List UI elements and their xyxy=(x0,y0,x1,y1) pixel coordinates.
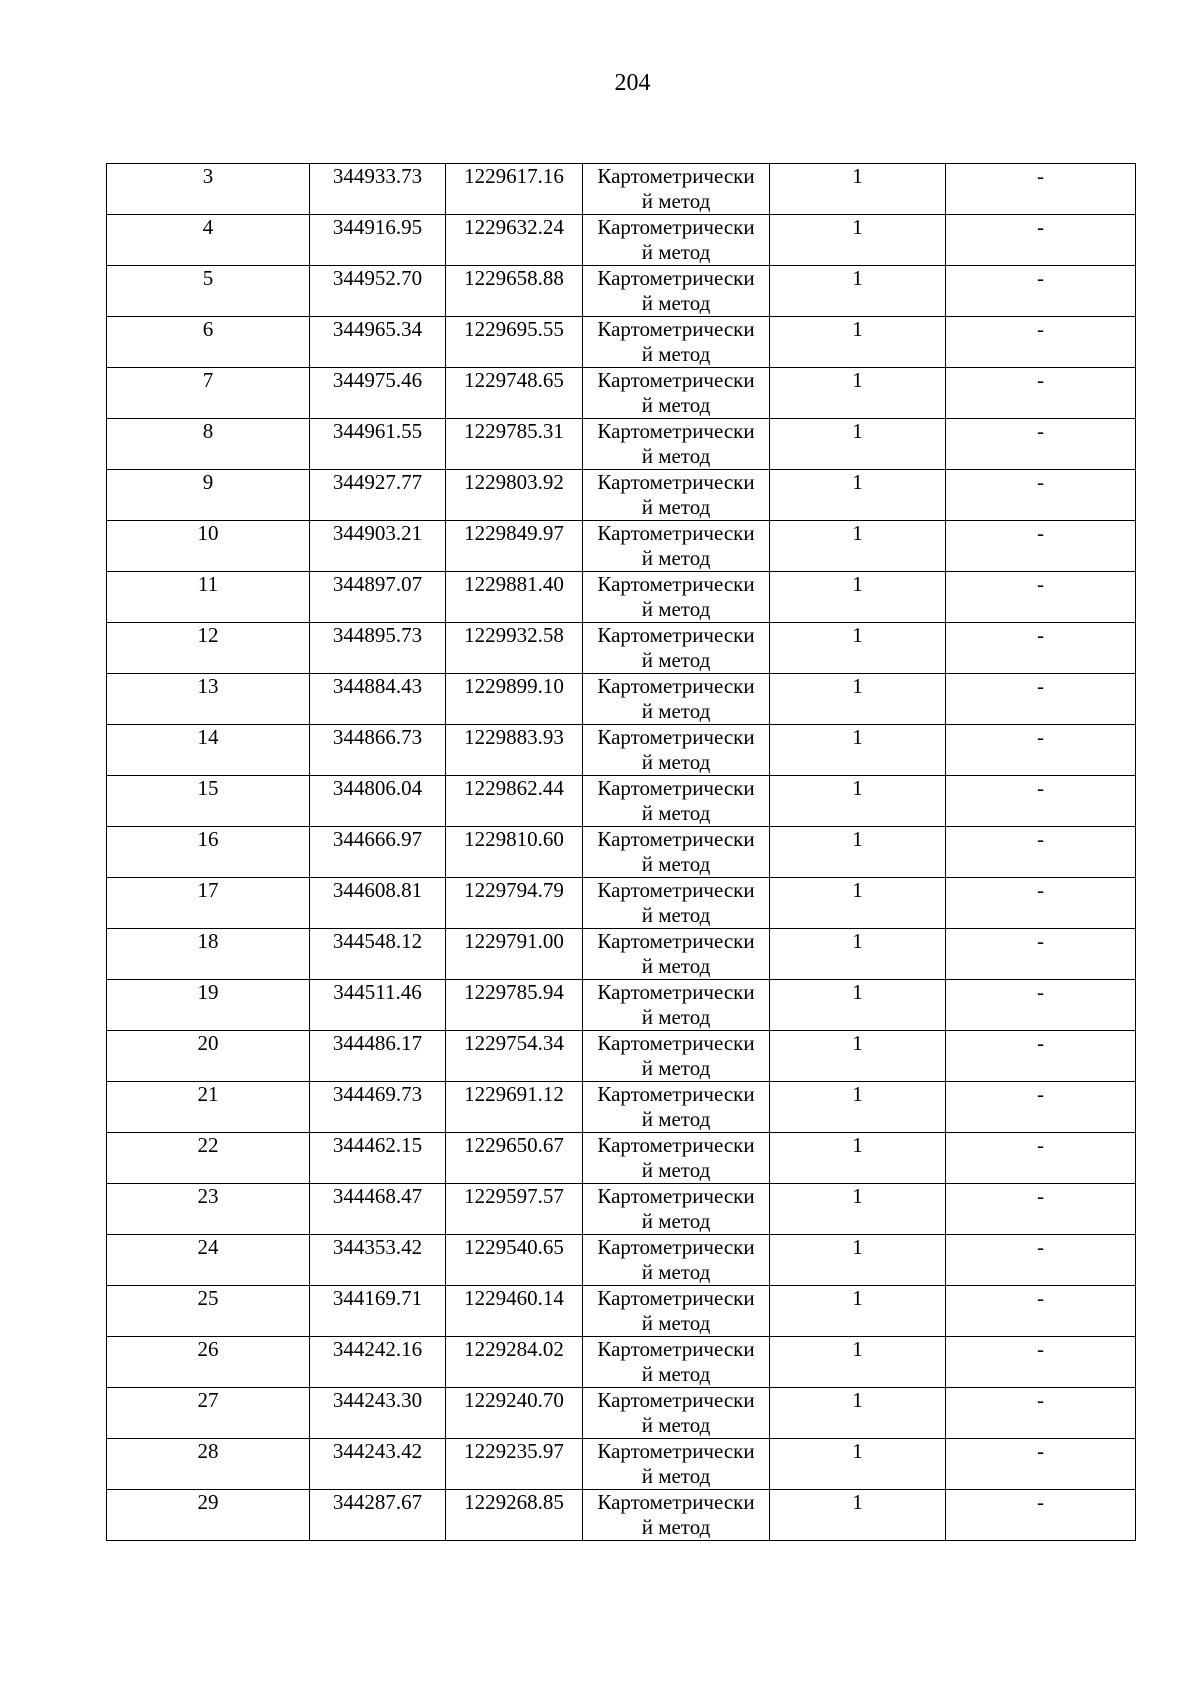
accuracy-cell: 1 xyxy=(770,623,946,674)
table-row xyxy=(107,674,1136,725)
x-coordinate-cell: 344933.73 xyxy=(310,164,446,215)
point-number-cell: 16 xyxy=(107,827,310,878)
point-number-cell: 28 xyxy=(107,1439,310,1490)
method-line-1: Картометрически xyxy=(597,1184,755,1208)
method-line-1: Картометрически xyxy=(597,1235,755,1259)
method-line-1: Картометрически xyxy=(597,419,755,443)
table-row xyxy=(107,1133,1136,1184)
note-cell: - xyxy=(946,1031,1136,1082)
x-coordinate-cell: 344242.16 xyxy=(310,1337,446,1388)
point-number-cell: 3 xyxy=(107,164,310,215)
point-number-cell: 5 xyxy=(107,266,310,317)
note-cell: - xyxy=(946,266,1136,317)
method-line-2: й метод xyxy=(641,1158,711,1182)
method-cell xyxy=(583,368,770,419)
x-coordinate-cell: 344666.97 xyxy=(310,827,446,878)
y-coordinate-cell: 1229849.97 xyxy=(446,521,583,572)
method-cell xyxy=(583,980,770,1031)
point-number-cell: 23 xyxy=(107,1184,310,1235)
point-number-cell: 24 xyxy=(107,1235,310,1286)
method-line-1: Картометрически xyxy=(597,1490,755,1514)
table-row xyxy=(107,470,1136,521)
accuracy-cell: 1 xyxy=(770,419,946,470)
note-cell: - xyxy=(946,1439,1136,1490)
method-line-2: й метод xyxy=(641,1515,711,1539)
y-coordinate-cell: 1229899.10 xyxy=(446,674,583,725)
point-number-cell: 6 xyxy=(107,317,310,368)
point-number-cell: 22 xyxy=(107,1133,310,1184)
point-number-cell: 4 xyxy=(107,215,310,266)
table-row xyxy=(107,1337,1136,1388)
method-cell xyxy=(583,1133,770,1184)
x-coordinate-cell: 344243.30 xyxy=(310,1388,446,1439)
x-coordinate-cell: 344927.77 xyxy=(310,470,446,521)
accuracy-cell: 1 xyxy=(770,1286,946,1337)
accuracy-cell: 1 xyxy=(770,1439,946,1490)
accuracy-cell: 1 xyxy=(770,725,946,776)
table-row xyxy=(107,1184,1136,1235)
accuracy-cell: 1 xyxy=(770,266,946,317)
note-cell: - xyxy=(946,776,1136,827)
x-coordinate-cell: 344462.15 xyxy=(310,1133,446,1184)
x-coordinate-cell: 344469.73 xyxy=(310,1082,446,1133)
method-line-2: й метод xyxy=(641,1464,711,1488)
method-line-1: Картометрически xyxy=(597,266,755,290)
x-coordinate-cell: 344511.46 xyxy=(310,980,446,1031)
method-line-1: Картометрически xyxy=(597,1286,755,1310)
point-number-cell: 19 xyxy=(107,980,310,1031)
point-number-cell: 26 xyxy=(107,1337,310,1388)
point-number-cell: 14 xyxy=(107,725,310,776)
table-row xyxy=(107,572,1136,623)
y-coordinate-cell: 1229650.67 xyxy=(446,1133,583,1184)
accuracy-cell: 1 xyxy=(770,470,946,521)
accuracy-cell: 1 xyxy=(770,878,946,929)
method-line-2: й метод xyxy=(641,240,711,264)
method-line-2: й метод xyxy=(641,1311,711,1335)
method-cell xyxy=(583,572,770,623)
y-coordinate-cell: 1229785.31 xyxy=(446,419,583,470)
method-line-1: Картометрически xyxy=(597,827,755,851)
y-coordinate-cell: 1229540.65 xyxy=(446,1235,583,1286)
note-cell: - xyxy=(946,878,1136,929)
y-coordinate-cell: 1229284.02 xyxy=(446,1337,583,1388)
x-coordinate-cell: 344468.47 xyxy=(310,1184,446,1235)
method-cell xyxy=(583,1082,770,1133)
table-row xyxy=(107,725,1136,776)
accuracy-cell: 1 xyxy=(770,776,946,827)
method-cell xyxy=(583,470,770,521)
method-cell xyxy=(583,623,770,674)
method-line-2: й метод xyxy=(641,393,711,417)
method-line-1: Картометрически xyxy=(597,572,755,596)
accuracy-cell: 1 xyxy=(770,1031,946,1082)
accuracy-cell: 1 xyxy=(770,980,946,1031)
method-cell xyxy=(583,521,770,572)
method-cell xyxy=(583,419,770,470)
y-coordinate-cell: 1229810.60 xyxy=(446,827,583,878)
note-cell: - xyxy=(946,1082,1136,1133)
method-line-2: й метод xyxy=(641,648,711,672)
x-coordinate-cell: 344903.21 xyxy=(310,521,446,572)
table-row xyxy=(107,1031,1136,1082)
method-line-1: Картометрически xyxy=(597,878,755,902)
point-number-cell: 15 xyxy=(107,776,310,827)
method-line-2: й метод xyxy=(641,597,711,621)
table-row xyxy=(107,878,1136,929)
method-cell xyxy=(583,674,770,725)
table-row xyxy=(107,368,1136,419)
note-cell: - xyxy=(946,368,1136,419)
y-coordinate-cell: 1229785.94 xyxy=(446,980,583,1031)
table-row xyxy=(107,1286,1136,1337)
method-cell xyxy=(583,878,770,929)
page-number: 204 xyxy=(614,70,651,96)
method-line-2: й метод xyxy=(641,444,711,468)
y-coordinate-cell: 1229695.55 xyxy=(446,317,583,368)
point-number-cell: 27 xyxy=(107,1388,310,1439)
table-row xyxy=(107,164,1136,215)
y-coordinate-cell: 1229235.97 xyxy=(446,1439,583,1490)
point-number-cell: 13 xyxy=(107,674,310,725)
method-cell xyxy=(583,1235,770,1286)
table-row xyxy=(107,1490,1136,1541)
method-cell xyxy=(583,1184,770,1235)
method-line-1: Картометрически xyxy=(597,1337,755,1361)
method-line-1: Картометрически xyxy=(597,368,755,392)
note-cell: - xyxy=(946,572,1136,623)
method-line-1: Картометрически xyxy=(597,929,755,953)
method-line-1: Картометрически xyxy=(597,725,755,749)
table-row xyxy=(107,929,1136,980)
table-row xyxy=(107,266,1136,317)
method-line-2: й метод xyxy=(641,189,711,213)
method-line-2: й метод xyxy=(641,852,711,876)
note-cell: - xyxy=(946,1184,1136,1235)
y-coordinate-cell: 1229803.92 xyxy=(446,470,583,521)
method-line-1: Картометрически xyxy=(597,1388,755,1412)
x-coordinate-cell: 344916.95 xyxy=(310,215,446,266)
note-cell: - xyxy=(946,521,1136,572)
y-coordinate-cell: 1229748.65 xyxy=(446,368,583,419)
y-coordinate-cell: 1229881.40 xyxy=(446,572,583,623)
accuracy-cell: 1 xyxy=(770,164,946,215)
method-line-2: й метод xyxy=(641,1209,711,1233)
method-line-1: Картометрически xyxy=(597,1082,755,1106)
table-row xyxy=(107,1235,1136,1286)
method-cell xyxy=(583,1388,770,1439)
x-coordinate-cell: 344353.42 xyxy=(310,1235,446,1286)
y-coordinate-cell: 1229632.24 xyxy=(446,215,583,266)
x-coordinate-cell: 344287.67 xyxy=(310,1490,446,1541)
method-line-2: й метод xyxy=(641,1005,711,1029)
point-number-cell: 9 xyxy=(107,470,310,521)
accuracy-cell: 1 xyxy=(770,1490,946,1541)
method-line-2: й метод xyxy=(641,1107,711,1131)
coordinates-table-body xyxy=(107,164,1136,1541)
method-cell xyxy=(583,1337,770,1388)
method-cell xyxy=(583,317,770,368)
method-line-1: Картометрически xyxy=(597,470,755,494)
note-cell: - xyxy=(946,725,1136,776)
x-coordinate-cell: 344243.42 xyxy=(310,1439,446,1490)
point-number-cell: 17 xyxy=(107,878,310,929)
note-cell: - xyxy=(946,1286,1136,1337)
table-row xyxy=(107,623,1136,674)
x-coordinate-cell: 344884.43 xyxy=(310,674,446,725)
accuracy-cell: 1 xyxy=(770,1082,946,1133)
note-cell: - xyxy=(946,419,1136,470)
y-coordinate-cell: 1229754.34 xyxy=(446,1031,583,1082)
method-cell xyxy=(583,929,770,980)
table-row xyxy=(107,1439,1136,1490)
y-coordinate-cell: 1229883.93 xyxy=(446,725,583,776)
method-line-2: й метод xyxy=(641,291,711,315)
note-cell: - xyxy=(946,1235,1136,1286)
table-row xyxy=(107,776,1136,827)
method-cell xyxy=(583,725,770,776)
accuracy-cell: 1 xyxy=(770,1388,946,1439)
note-cell: - xyxy=(946,470,1136,521)
method-line-2: й метод xyxy=(641,1260,711,1284)
x-coordinate-cell: 344897.07 xyxy=(310,572,446,623)
method-line-1: Картометрически xyxy=(597,776,755,800)
point-number-cell: 18 xyxy=(107,929,310,980)
note-cell: - xyxy=(946,1490,1136,1541)
method-cell xyxy=(583,827,770,878)
method-line-2: й метод xyxy=(641,546,711,570)
table-row xyxy=(107,317,1136,368)
accuracy-cell: 1 xyxy=(770,215,946,266)
method-line-2: й метод xyxy=(641,750,711,774)
x-coordinate-cell: 344952.70 xyxy=(310,266,446,317)
note-cell: - xyxy=(946,980,1136,1031)
y-coordinate-cell: 1229460.14 xyxy=(446,1286,583,1337)
x-coordinate-cell: 344866.73 xyxy=(310,725,446,776)
method-line-1: Картометрически xyxy=(597,1031,755,1055)
method-cell xyxy=(583,1031,770,1082)
method-cell xyxy=(583,1286,770,1337)
method-line-2: й метод xyxy=(641,801,711,825)
point-number-cell: 21 xyxy=(107,1082,310,1133)
x-coordinate-cell: 344548.12 xyxy=(310,929,446,980)
x-coordinate-cell: 344965.34 xyxy=(310,317,446,368)
method-line-1: Картометрически xyxy=(597,317,755,341)
method-line-2: й метод xyxy=(641,342,711,366)
method-line-2: й метод xyxy=(641,495,711,519)
table-row xyxy=(107,215,1136,266)
method-cell xyxy=(583,164,770,215)
y-coordinate-cell: 1229658.88 xyxy=(446,266,583,317)
accuracy-cell: 1 xyxy=(770,317,946,368)
table-row xyxy=(107,1082,1136,1133)
note-cell: - xyxy=(946,164,1136,215)
x-coordinate-cell: 344486.17 xyxy=(310,1031,446,1082)
method-line-1: Картометрически xyxy=(597,1133,755,1157)
method-line-2: й метод xyxy=(641,903,711,927)
x-coordinate-cell: 344975.46 xyxy=(310,368,446,419)
method-cell xyxy=(583,215,770,266)
method-line-1: Картометрически xyxy=(597,215,755,239)
point-number-cell: 12 xyxy=(107,623,310,674)
accuracy-cell: 1 xyxy=(770,1133,946,1184)
method-line-1: Картометрически xyxy=(597,674,755,698)
method-cell xyxy=(583,1490,770,1541)
y-coordinate-cell: 1229617.16 xyxy=(446,164,583,215)
table-row xyxy=(107,980,1136,1031)
y-coordinate-cell: 1229597.57 xyxy=(446,1184,583,1235)
accuracy-cell: 1 xyxy=(770,929,946,980)
method-line-2: й метод xyxy=(641,1362,711,1386)
x-coordinate-cell: 344806.04 xyxy=(310,776,446,827)
y-coordinate-cell: 1229862.44 xyxy=(446,776,583,827)
method-line-2: й метод xyxy=(641,699,711,723)
method-line-1: Картометрически xyxy=(597,1439,755,1463)
accuracy-cell: 1 xyxy=(770,674,946,725)
note-cell: - xyxy=(946,827,1136,878)
accuracy-cell: 1 xyxy=(770,827,946,878)
y-coordinate-cell: 1229268.85 xyxy=(446,1490,583,1541)
method-cell xyxy=(583,1439,770,1490)
method-line-2: й метод xyxy=(641,954,711,978)
method-cell xyxy=(583,776,770,827)
x-coordinate-cell: 344961.55 xyxy=(310,419,446,470)
method-line-1: Картометрически xyxy=(597,623,755,647)
note-cell: - xyxy=(946,623,1136,674)
accuracy-cell: 1 xyxy=(770,572,946,623)
note-cell: - xyxy=(946,929,1136,980)
accuracy-cell: 1 xyxy=(770,1235,946,1286)
note-cell: - xyxy=(946,1337,1136,1388)
point-number-cell: 29 xyxy=(107,1490,310,1541)
method-line-2: й метод xyxy=(641,1413,711,1437)
point-number-cell: 7 xyxy=(107,368,310,419)
table-row xyxy=(107,827,1136,878)
table-row xyxy=(107,1388,1136,1439)
accuracy-cell: 1 xyxy=(770,521,946,572)
y-coordinate-cell: 1229240.70 xyxy=(446,1388,583,1439)
point-number-cell: 20 xyxy=(107,1031,310,1082)
point-number-cell: 8 xyxy=(107,419,310,470)
x-coordinate-cell: 344169.71 xyxy=(310,1286,446,1337)
y-coordinate-cell: 1229791.00 xyxy=(446,929,583,980)
accuracy-cell: 1 xyxy=(770,368,946,419)
y-coordinate-cell: 1229932.58 xyxy=(446,623,583,674)
point-number-cell: 10 xyxy=(107,521,310,572)
note-cell: - xyxy=(946,1133,1136,1184)
method-line-1: Картометрически xyxy=(597,980,755,1004)
point-number-cell: 25 xyxy=(107,1286,310,1337)
table-row xyxy=(107,419,1136,470)
table-row xyxy=(107,521,1136,572)
accuracy-cell: 1 xyxy=(770,1337,946,1388)
x-coordinate-cell: 344608.81 xyxy=(310,878,446,929)
note-cell: - xyxy=(946,1388,1136,1439)
y-coordinate-cell: 1229794.79 xyxy=(446,878,583,929)
accuracy-cell: 1 xyxy=(770,1184,946,1235)
point-number-cell: 11 xyxy=(107,572,310,623)
coordinates-table xyxy=(106,163,1136,1541)
note-cell: - xyxy=(946,674,1136,725)
method-line-1: Картометрически xyxy=(597,164,755,188)
x-coordinate-cell: 344895.73 xyxy=(310,623,446,674)
method-line-2: й метод xyxy=(641,1056,711,1080)
y-coordinate-cell: 1229691.12 xyxy=(446,1082,583,1133)
note-cell: - xyxy=(946,215,1136,266)
method-cell xyxy=(583,266,770,317)
note-cell: - xyxy=(946,317,1136,368)
method-line-1: Картометрически xyxy=(597,521,755,545)
